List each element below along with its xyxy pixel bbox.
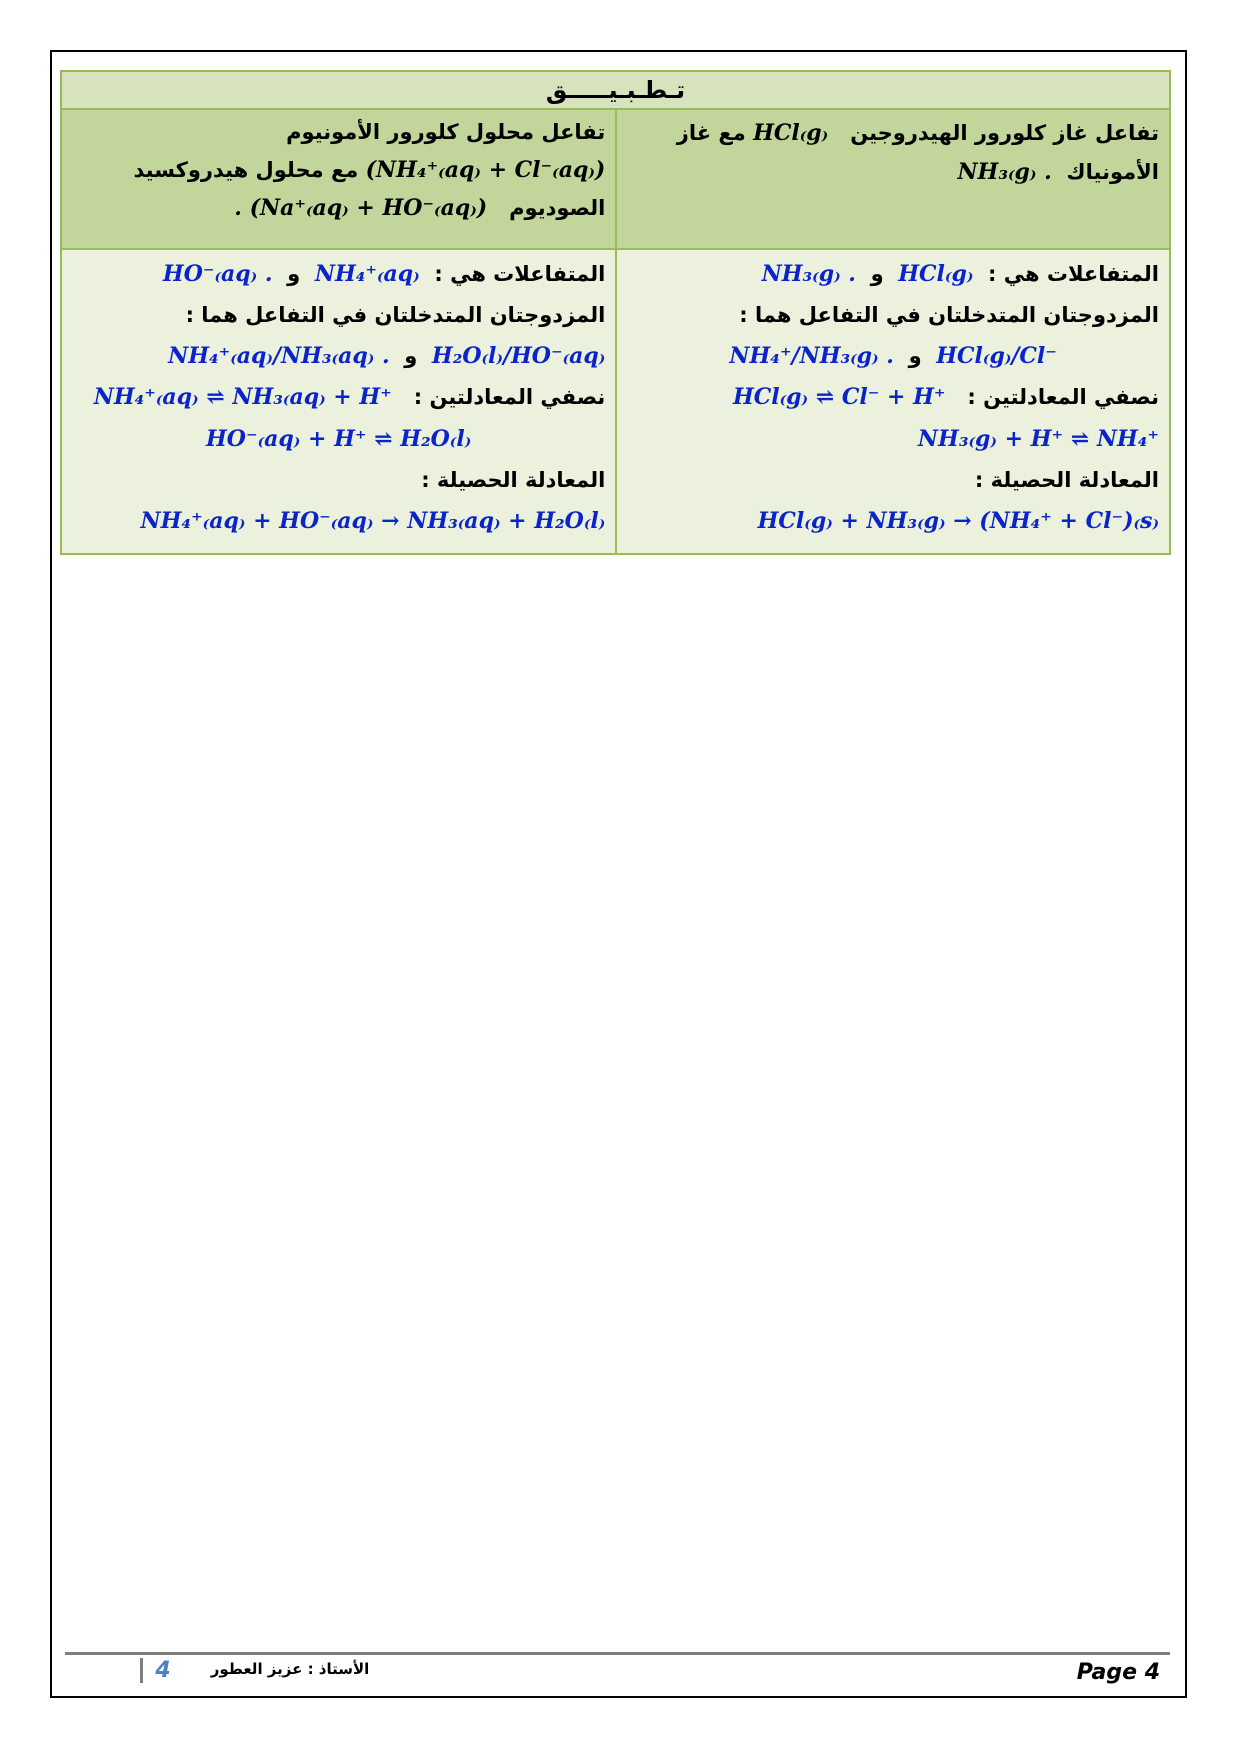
right-problem-text-2: الأمونياك bbox=[1066, 159, 1159, 184]
right-solution-cell bbox=[616, 249, 1170, 554]
left-overall-eq: NH₄⁺₍aq₎ + HO⁻₍aq₎ → NH₃₍aq₎ + H₂O₍l₎ bbox=[140, 507, 606, 534]
problem-row bbox=[61, 109, 1170, 249]
right-overall-eq: HCl₍g₎ + NH₃₍g₎ → (NH₄⁺ + Cl⁻)₍s₎ bbox=[757, 507, 1159, 534]
sodium-hydroxide-formula: . (Na⁺₍aq₎ + HO⁻₍aq₎) bbox=[234, 195, 488, 222]
right-half-eq-1: HCl₍g₎ ⇌ Cl⁻ + H⁺ bbox=[732, 384, 946, 411]
right-problem-text-1: تفاعل غاز كلورور الهيدروجين bbox=[850, 121, 1159, 145]
right-reactants-label: المتفاعلات هي : bbox=[988, 262, 1159, 286]
table-title: تـطـبـيـــــق bbox=[61, 71, 1170, 109]
left-problem-text-2: مع محلول هيدروكسيد bbox=[133, 157, 359, 182]
right-problem-after-1: مع غاز bbox=[676, 121, 746, 145]
hcl-gas-formula: HCl₍g₎ bbox=[753, 120, 829, 146]
right-problem-line-2 bbox=[627, 153, 1159, 192]
left-couple-1: H₂O₍l₎/HO⁻₍aq₎ bbox=[431, 342, 606, 369]
left-problem-line-1: تفاعل محلول كلورور الأمونيوم bbox=[286, 120, 606, 144]
right-couple-2: NH₄⁺/NH₃₍g₎ . bbox=[729, 342, 894, 369]
left-couples-line bbox=[72, 336, 605, 378]
left-half-eq-2-line bbox=[72, 419, 605, 461]
right-couples-label: المزدوجتان المتدخلتان في التفاعل هما : bbox=[739, 302, 1159, 327]
left-couple-2: NH₄⁺₍aq₎/NH₃₍aq₎ . bbox=[168, 342, 390, 369]
right-reactants-line bbox=[627, 254, 1159, 296]
right-problem-line-1 bbox=[627, 114, 1159, 153]
left-overall-eq-line bbox=[72, 501, 605, 543]
left-reactant-2: HO⁻₍aq₎ . bbox=[162, 261, 273, 287]
right-couple-1: HCl₍g₎/Cl⁻ bbox=[936, 342, 1057, 369]
footer-page-label: Page 4 bbox=[1076, 1660, 1160, 1685]
left-reactants-label: المتفاعلات هي : bbox=[434, 262, 606, 286]
left-solution-cell bbox=[61, 249, 616, 554]
exercise-table bbox=[60, 70, 1171, 555]
right-overall-eq-line bbox=[627, 501, 1159, 543]
table-title-row bbox=[61, 71, 1170, 109]
left-reactant-1: NH₄⁺₍aq₎ bbox=[314, 261, 420, 287]
nh3-gas-formula: NH₃₍g₎ . bbox=[957, 158, 1052, 185]
ammonium-chloride-formula: (NH₄⁺₍aq₎ + Cl⁻₍aq₎) bbox=[365, 156, 606, 183]
left-half-eq-1: NH₄⁺₍aq₎ ⇌ NH₃₍aq₎ + H⁺ bbox=[93, 384, 392, 411]
right-half-eq-label: نصفي المعادلتين : bbox=[967, 385, 1159, 410]
left-half-eq-label: نصفي المعادلتين : bbox=[413, 385, 606, 410]
left-problem-cell bbox=[61, 109, 616, 249]
right-overall-label: المعادلة الحصيلة : bbox=[974, 468, 1159, 493]
left-reactants-line bbox=[72, 254, 605, 296]
footer-author: الأستاذ : عزيز العطور bbox=[210, 1660, 370, 1678]
left-half-eq-2: HO⁻₍aq₎ + H⁺ ⇌ H₂O₍l₎ bbox=[206, 426, 472, 453]
right-reactant-2: NH₃₍g₎ . bbox=[761, 261, 856, 287]
right-couples-and-word: و bbox=[908, 343, 922, 368]
right-half-eq-line bbox=[627, 377, 1159, 419]
right-half-eq-2: NH₃₍g₎ + H⁺ ⇌ NH₄⁺ bbox=[917, 426, 1159, 453]
left-and-word: و bbox=[287, 262, 301, 286]
left-couples-label: المزدوجتان المتدخلتان في التفاعل هما : bbox=[185, 302, 606, 327]
left-problem-text-3: الصوديوم bbox=[509, 196, 606, 221]
right-problem-cell bbox=[616, 109, 1170, 249]
footer-page-number: 4 bbox=[140, 1658, 183, 1683]
left-half-eq-line bbox=[72, 377, 605, 419]
left-problem-line-2 bbox=[72, 151, 605, 190]
solution-row bbox=[61, 249, 1170, 554]
right-reactant-1: HCl₍g₎ bbox=[898, 261, 974, 287]
left-problem-line-3 bbox=[72, 189, 605, 228]
left-couples-and-word: و bbox=[404, 343, 418, 368]
left-overall-label: المعادلة الحصيلة : bbox=[421, 468, 606, 493]
footer-divider bbox=[65, 1652, 1170, 1655]
right-half-eq-2-line bbox=[627, 419, 1159, 461]
right-and-word: و bbox=[870, 262, 884, 286]
right-couples-line bbox=[627, 336, 1159, 378]
